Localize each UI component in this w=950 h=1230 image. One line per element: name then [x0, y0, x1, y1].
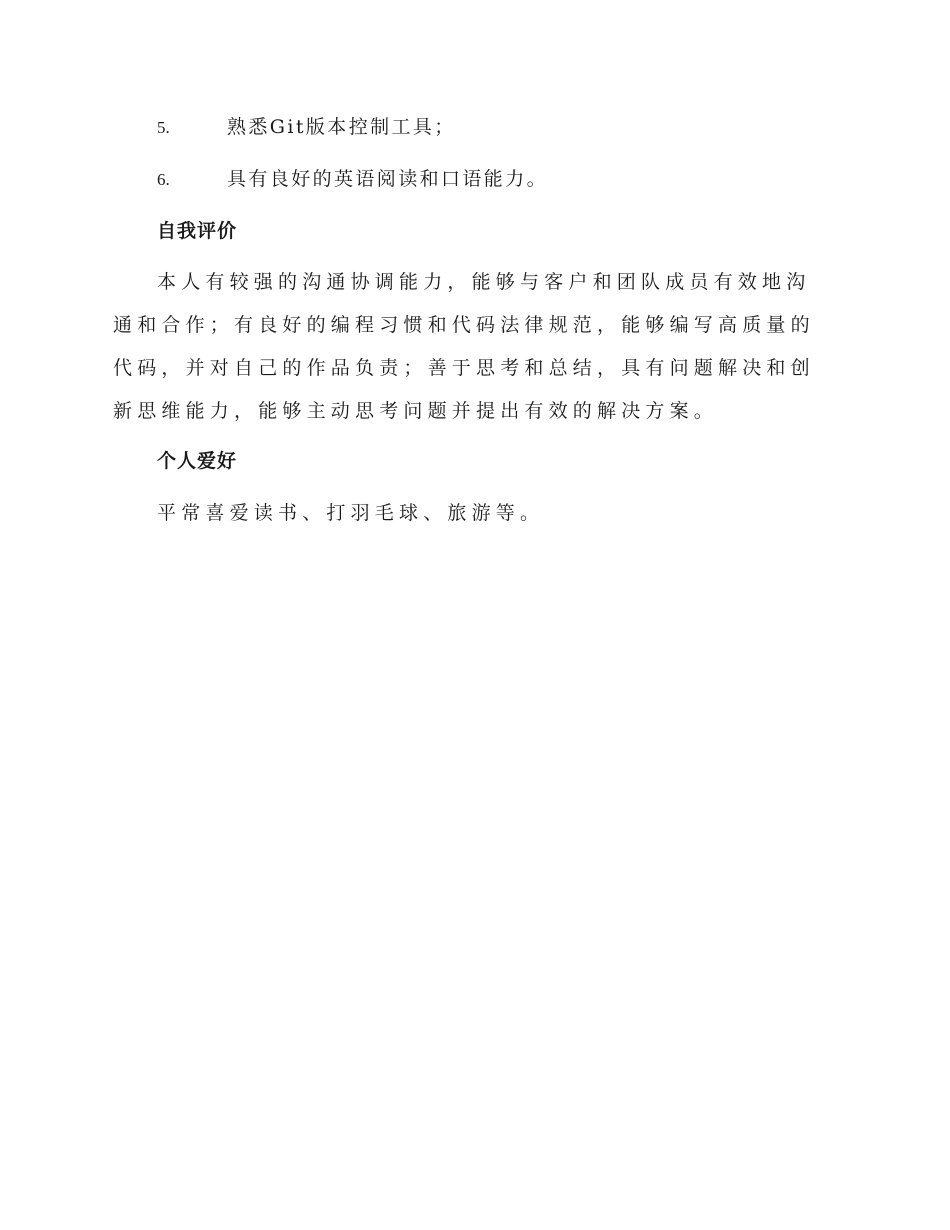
hobbies-paragraph: 平常喜爱读书、打羽毛球、旅游等。 [157, 502, 545, 524]
list-item-5 [157, 115, 456, 140]
list-number: 5. [157, 118, 170, 137]
list-item-6 [157, 167, 548, 192]
self-evaluation-paragraph: 本人有较强的沟通协调能力，能够与客户和团队成员有效地沟通和合作；有良好的编程习惯和代码法律规范，能够编写高质量的代码，并对自己的作品负责；善于思考和总结，具有问题解决和创新思维能力，能够主动思考问题并提出有效的解决方案。 [113, 271, 815, 422]
list-text: 具有良好的英语阅读和口语能力。 [227, 168, 549, 190]
self-evaluation-heading: 自我评价 [157, 220, 238, 242]
hobbies-heading: 个人爱好 [157, 450, 238, 472]
list-number: 6. [157, 170, 170, 189]
list-text: 熟悉Git版本控制工具； [227, 116, 456, 138]
